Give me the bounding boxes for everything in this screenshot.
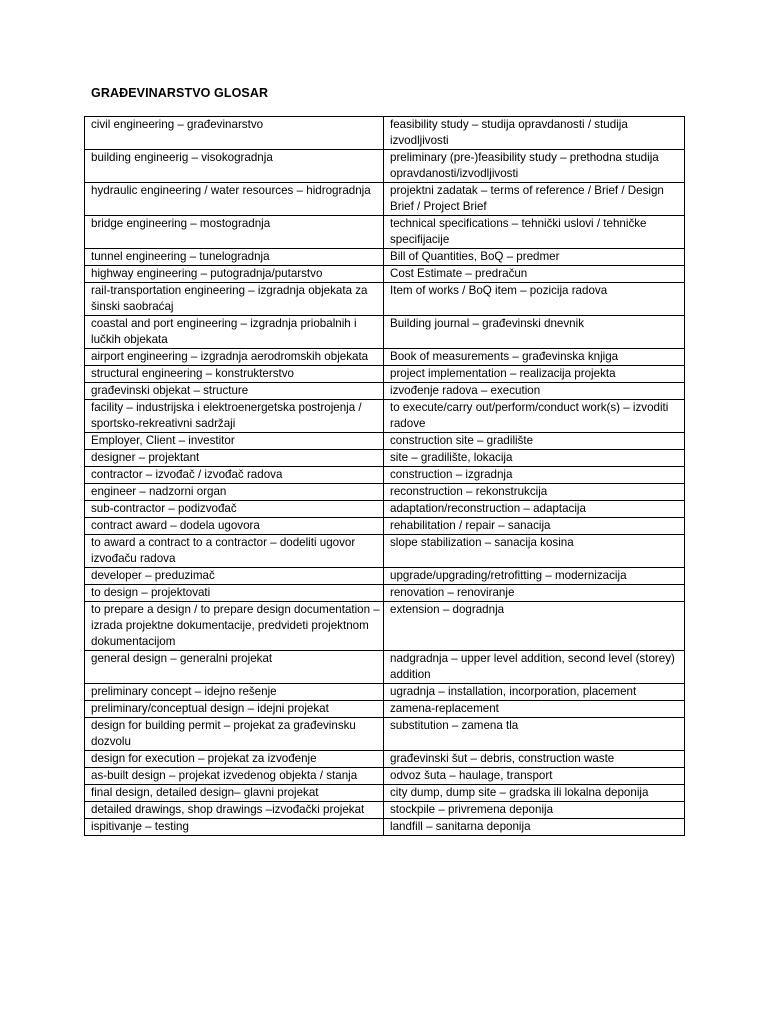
term-cell-right: extension – dogradnja xyxy=(384,602,685,651)
table-row xyxy=(85,117,685,150)
term-cell-right: feasibility study – studija opravdanosti / studija izvodljivosti xyxy=(384,117,685,150)
table-row xyxy=(85,433,685,450)
term-cell-left: building engineerig – visokogradnja xyxy=(85,150,384,183)
term-cell-right: adaptation/reconstruction – adaptacija xyxy=(384,501,685,518)
term-cell-right: project implementation – realizacija projekta xyxy=(384,366,685,383)
term-cell-right: construction site – gradilište xyxy=(384,433,685,450)
table-row xyxy=(85,602,685,651)
table-row xyxy=(85,467,685,484)
table-row xyxy=(85,383,685,400)
glossary-body xyxy=(85,117,685,836)
term-cell-left: to prepare a design / to prepare design documentation – izrada projektne dokumentacije, predvideti projektnom dokumentacijom xyxy=(85,602,384,651)
document-title: GRAĐEVINARSTVO GLOSAR xyxy=(91,86,269,100)
term-cell-left: developer – preduzimač xyxy=(85,568,384,585)
term-cell-right: to execute/carry out/perform/conduct work(s) – izvoditi radove xyxy=(384,400,685,433)
term-cell-left: tunnel engineering – tunelogradnja xyxy=(85,249,384,266)
term-cell-right: site – gradilište, lokacija xyxy=(384,450,685,467)
term-cell-left: to award a contract to a contractor – dodeliti ugovor izvođaču radova xyxy=(85,535,384,568)
table-row xyxy=(85,751,685,768)
term-cell-right: technical specifications – tehnički uslovi / tehničke specifijacije xyxy=(384,216,685,249)
table-row xyxy=(85,450,685,467)
term-cell-right: renovation – renoviranje xyxy=(384,585,685,602)
term-cell-left: građevinski objekat – structure xyxy=(85,383,384,400)
term-cell-left: designer – projektant xyxy=(85,450,384,467)
term-cell-left: contract award – dodela ugovora xyxy=(85,518,384,535)
term-cell-left: design for building permit – projekat za građevinsku dozvolu xyxy=(85,718,384,751)
term-cell-right: Cost Estimate – predračun xyxy=(384,266,685,283)
term-cell-right: slope stabilization – sanacija kosina xyxy=(384,535,685,568)
term-cell-right: Bill of Quantities, BoQ – predmer xyxy=(384,249,685,266)
table-row xyxy=(85,701,685,718)
term-cell-left: final design, detailed design– glavni projekat xyxy=(85,785,384,802)
term-cell-right: ugradnja – installation, incorporation, placement xyxy=(384,684,685,701)
table-row xyxy=(85,400,685,433)
term-cell-left: detailed drawings, shop drawings –izvođački projekat xyxy=(85,802,384,819)
term-cell-left: coastal and port engineering – izgradnja priobalnih i lučkih objekata xyxy=(85,316,384,349)
term-cell-right: projektni zadatak – terms of reference / Brief / Design Brief / Project Brief xyxy=(384,183,685,216)
table-row xyxy=(85,349,685,366)
term-cell-left: hydraulic engineering / water resources – hidrogradnja xyxy=(85,183,384,216)
term-cell-left: facility – industrijska i elektroenergetska postrojenja / sportsko-rekreativni sadržaji xyxy=(85,400,384,433)
table-row xyxy=(85,216,685,249)
table-row xyxy=(85,802,685,819)
term-cell-left: design for execution – projekat za izvođenje xyxy=(85,751,384,768)
term-cell-right: građevinski šut – debris, construction waste xyxy=(384,751,685,768)
term-cell-right: izvođenje radova – execution xyxy=(384,383,685,400)
table-row xyxy=(85,266,685,283)
table-row xyxy=(85,568,685,585)
term-cell-left: bridge engineering – mostogradnja xyxy=(85,216,384,249)
table-row xyxy=(85,819,685,836)
table-row xyxy=(85,651,685,684)
term-cell-left: preliminary concept – idejno rešenje xyxy=(85,684,384,701)
table-row xyxy=(85,484,685,501)
term-cell-left: to design – projektovati xyxy=(85,585,384,602)
term-cell-right: rehabilitation / repair – sanacija xyxy=(384,518,685,535)
table-row xyxy=(85,535,685,568)
table-row xyxy=(85,316,685,349)
term-cell-right: landfill – sanitarna deponija xyxy=(384,819,685,836)
term-cell-right: odvoz šuta – haulage, transport xyxy=(384,768,685,785)
term-cell-left: engineer – nadzorni organ xyxy=(85,484,384,501)
term-cell-right: Building journal – građevinski dnevnik xyxy=(384,316,685,349)
glossary-table xyxy=(84,116,685,836)
term-cell-left: civil engineering – građevinarstvo xyxy=(85,117,384,150)
term-cell-right: stockpile – privremena deponija xyxy=(384,802,685,819)
table-row xyxy=(85,585,685,602)
term-cell-right: upgrade/upgrading/retrofitting – modernizacija xyxy=(384,568,685,585)
table-row xyxy=(85,768,685,785)
term-cell-right: zamena-replacement xyxy=(384,701,685,718)
table-row xyxy=(85,501,685,518)
term-cell-right: substitution – zamena tla xyxy=(384,718,685,751)
table-row xyxy=(85,684,685,701)
term-cell-left: preliminary/conceptual design – idejni projekat xyxy=(85,701,384,718)
table-row xyxy=(85,366,685,383)
term-cell-left: contractor – izvođač / izvođač radova xyxy=(85,467,384,484)
table-row xyxy=(85,283,685,316)
term-cell-left: highway engineering – putogradnja/putarstvo xyxy=(85,266,384,283)
term-cell-left: rail-transportation engineering – izgradnja objekata za šinski saobraćaj xyxy=(85,283,384,316)
term-cell-right: city dump, dump site – gradska ili lokalna deponija xyxy=(384,785,685,802)
term-cell-left: ispitivanje – testing xyxy=(85,819,384,836)
term-cell-left: airport engineering – izgradnja aerodromskih objekata xyxy=(85,349,384,366)
term-cell-right: Item of works / BoQ item – pozicija radova xyxy=(384,283,685,316)
term-cell-right: preliminary (pre-)feasibility study – prethodna studija opravdanosti/izvodljivosti xyxy=(384,150,685,183)
term-cell-right: construction – izgradnja xyxy=(384,467,685,484)
table-row xyxy=(85,518,685,535)
table-row xyxy=(85,150,685,183)
table-row xyxy=(85,183,685,216)
table-row xyxy=(85,718,685,751)
term-cell-left: structural engineering – konstrukterstvo xyxy=(85,366,384,383)
term-cell-left: Employer, Client – investitor xyxy=(85,433,384,450)
term-cell-left: as-built design – projekat izvedenog objekta / stanja xyxy=(85,768,384,785)
term-cell-right: nadgradnja – upper level addition, second level (storey) addition xyxy=(384,651,685,684)
table-row xyxy=(85,785,685,802)
term-cell-left: sub-contractor – podizvođač xyxy=(85,501,384,518)
table-row xyxy=(85,249,685,266)
term-cell-left: general design – generalni projekat xyxy=(85,651,384,684)
term-cell-right: Book of measurements – građevinska knjiga xyxy=(384,349,685,366)
term-cell-right: reconstruction – rekonstrukcija xyxy=(384,484,685,501)
